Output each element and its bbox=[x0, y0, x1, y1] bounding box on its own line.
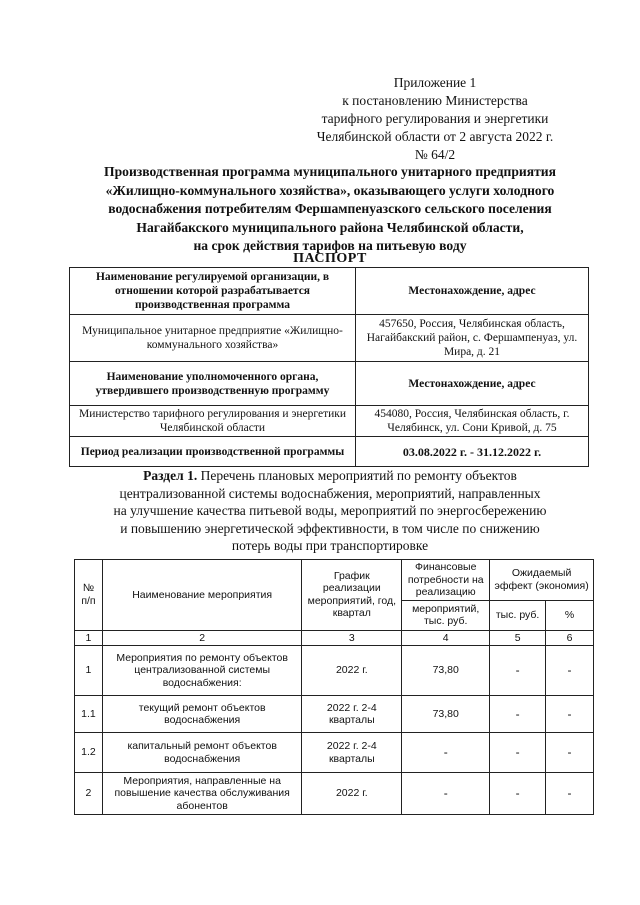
appendix-header bbox=[300, 74, 570, 164]
authority-address-cell: 454080, Россия, Челябинская область, г. Челябинск, ул. Сони Кривой, д. 75 bbox=[356, 406, 589, 437]
authority-header-cell: Наименование уполномоченного органа, утвердившего производственную программу bbox=[70, 362, 356, 406]
appendix-line: тарифного регулирования и энергетики bbox=[321, 111, 549, 126]
appendix-line: № 64/2 bbox=[414, 147, 456, 162]
header-num: № п/п bbox=[75, 560, 103, 631]
table-row bbox=[75, 696, 594, 733]
row-num: 1.2 bbox=[75, 733, 103, 773]
section-line: потерь воды при транспортировке bbox=[231, 538, 429, 553]
org-name-cell: Муниципальное унитарное предприятие «Жилищно-коммунального хозяйства» bbox=[70, 315, 356, 362]
header-effect-pct: % bbox=[546, 600, 594, 630]
row-num: 1 bbox=[75, 646, 103, 696]
row-finance: 73,80 bbox=[402, 646, 490, 696]
column-number: 5 bbox=[490, 630, 546, 646]
row-effect-rub: - bbox=[490, 696, 546, 733]
row-name: Мероприятия по ремонту объектов централизованной системы водоснабжения: bbox=[102, 646, 301, 696]
row-finance: 73,80 bbox=[402, 696, 490, 733]
section-line: централизованной системы водоснабжения, мероприятий, направленных bbox=[119, 485, 541, 501]
column-number: 3 bbox=[302, 630, 402, 646]
section-line-first bbox=[60, 467, 600, 485]
period-value-cell: 03.08.2022 г. - 31.12.2022 г. bbox=[356, 437, 589, 467]
authority-location-header-cell: Местонахождение, адрес bbox=[356, 362, 589, 406]
section-line: Перечень плановых мероприятий по ремонту объектов bbox=[200, 468, 517, 483]
document-title bbox=[60, 163, 600, 256]
row-num: 1.1 bbox=[75, 696, 103, 733]
row-effect-rub: - bbox=[490, 773, 546, 815]
title-line: водоснабжения потребителям Фершампенуазского сельского поселения bbox=[108, 201, 552, 216]
header-finance-top: Финансовые потребности на реализацию bbox=[402, 560, 490, 601]
row-finance: - bbox=[402, 773, 490, 815]
authority-name-cell: Министерство тарифного регулирования и энергетики Челябинской области bbox=[70, 406, 356, 437]
column-number: 2 bbox=[102, 630, 301, 646]
row-name: Мероприятия, направленные на повышение качества обслуживания абонентов bbox=[102, 773, 301, 815]
header-finance-bottom: мероприятий, тыс. руб. bbox=[402, 600, 490, 630]
section-line: на улучшение качества питьевой воды, мероприятий по энергосбережению bbox=[113, 503, 547, 518]
row-effect-pct: - bbox=[546, 696, 594, 733]
title-line: Производственная программа муниципального унитарного предприятия bbox=[104, 164, 556, 179]
row-name: текущий ремонт объектов водоснабжения bbox=[102, 696, 301, 733]
header-effect: Ожидаемый эффект (экономия) bbox=[490, 560, 594, 601]
passport-table bbox=[69, 267, 589, 467]
works-table bbox=[74, 559, 594, 815]
appendix-line: к постановлению Министерства bbox=[342, 93, 528, 108]
org-address-cell: 457650, Россия, Челябинская область, Нагайбакский район, с. Фершампенуаз, ул. Мира, д. 21 bbox=[356, 315, 589, 362]
section-line: и повышению энергетической эффективности, в том числе по снижению bbox=[120, 520, 540, 536]
row-schedule: 2022 г. bbox=[302, 773, 402, 815]
appendix-line: Приложение 1 bbox=[393, 75, 477, 90]
table-row bbox=[75, 646, 594, 696]
appendix-line: Челябинской области от 2 августа 2022 г. bbox=[316, 129, 554, 144]
table-row bbox=[75, 733, 594, 773]
row-effect-rub: - bbox=[490, 646, 546, 696]
location-header-cell: Местонахождение, адрес bbox=[356, 268, 589, 315]
row-num: 2 bbox=[75, 773, 103, 815]
row-finance: - bbox=[402, 733, 490, 773]
table-row bbox=[75, 773, 594, 815]
header-schedule: График реализации мероприятий, год, квартал bbox=[302, 560, 402, 631]
section-heading bbox=[60, 467, 600, 555]
row-effect-pct: - bbox=[546, 773, 594, 815]
org-header-cell: Наименование регулируемой организации, в отношении которой разрабатывается производственная программа bbox=[70, 268, 356, 315]
row-effect-pct: - bbox=[546, 733, 594, 773]
header-name: Наименование мероприятия bbox=[102, 560, 301, 631]
section-number: Раздел 1. bbox=[143, 468, 198, 483]
header-effect-rub: тыс. руб. bbox=[490, 600, 546, 630]
row-schedule: 2022 г. 2-4 кварталы bbox=[302, 733, 402, 773]
column-number: 4 bbox=[402, 630, 490, 646]
column-number: 6 bbox=[546, 630, 594, 646]
row-schedule: 2022 г. bbox=[302, 646, 402, 696]
row-effect-rub: - bbox=[490, 733, 546, 773]
column-number: 1 bbox=[75, 630, 103, 646]
title-line: «Жилищно-коммунального хозяйства», оказывающего услуги холодного bbox=[105, 182, 555, 198]
title-line: на срок действия тарифов на питьевую воду bbox=[193, 238, 467, 253]
row-name: капитальный ремонт объектов водоснабжения bbox=[102, 733, 301, 773]
period-label-cell: Период реализации производственной программы bbox=[70, 437, 356, 467]
title-line: Нагайбакского муниципального района Челябинской области, bbox=[136, 219, 524, 235]
row-effect-pct: - bbox=[546, 646, 594, 696]
passport-heading: ПАСПОРТ bbox=[293, 251, 367, 266]
row-schedule: 2022 г. 2-4 кварталы bbox=[302, 696, 402, 733]
